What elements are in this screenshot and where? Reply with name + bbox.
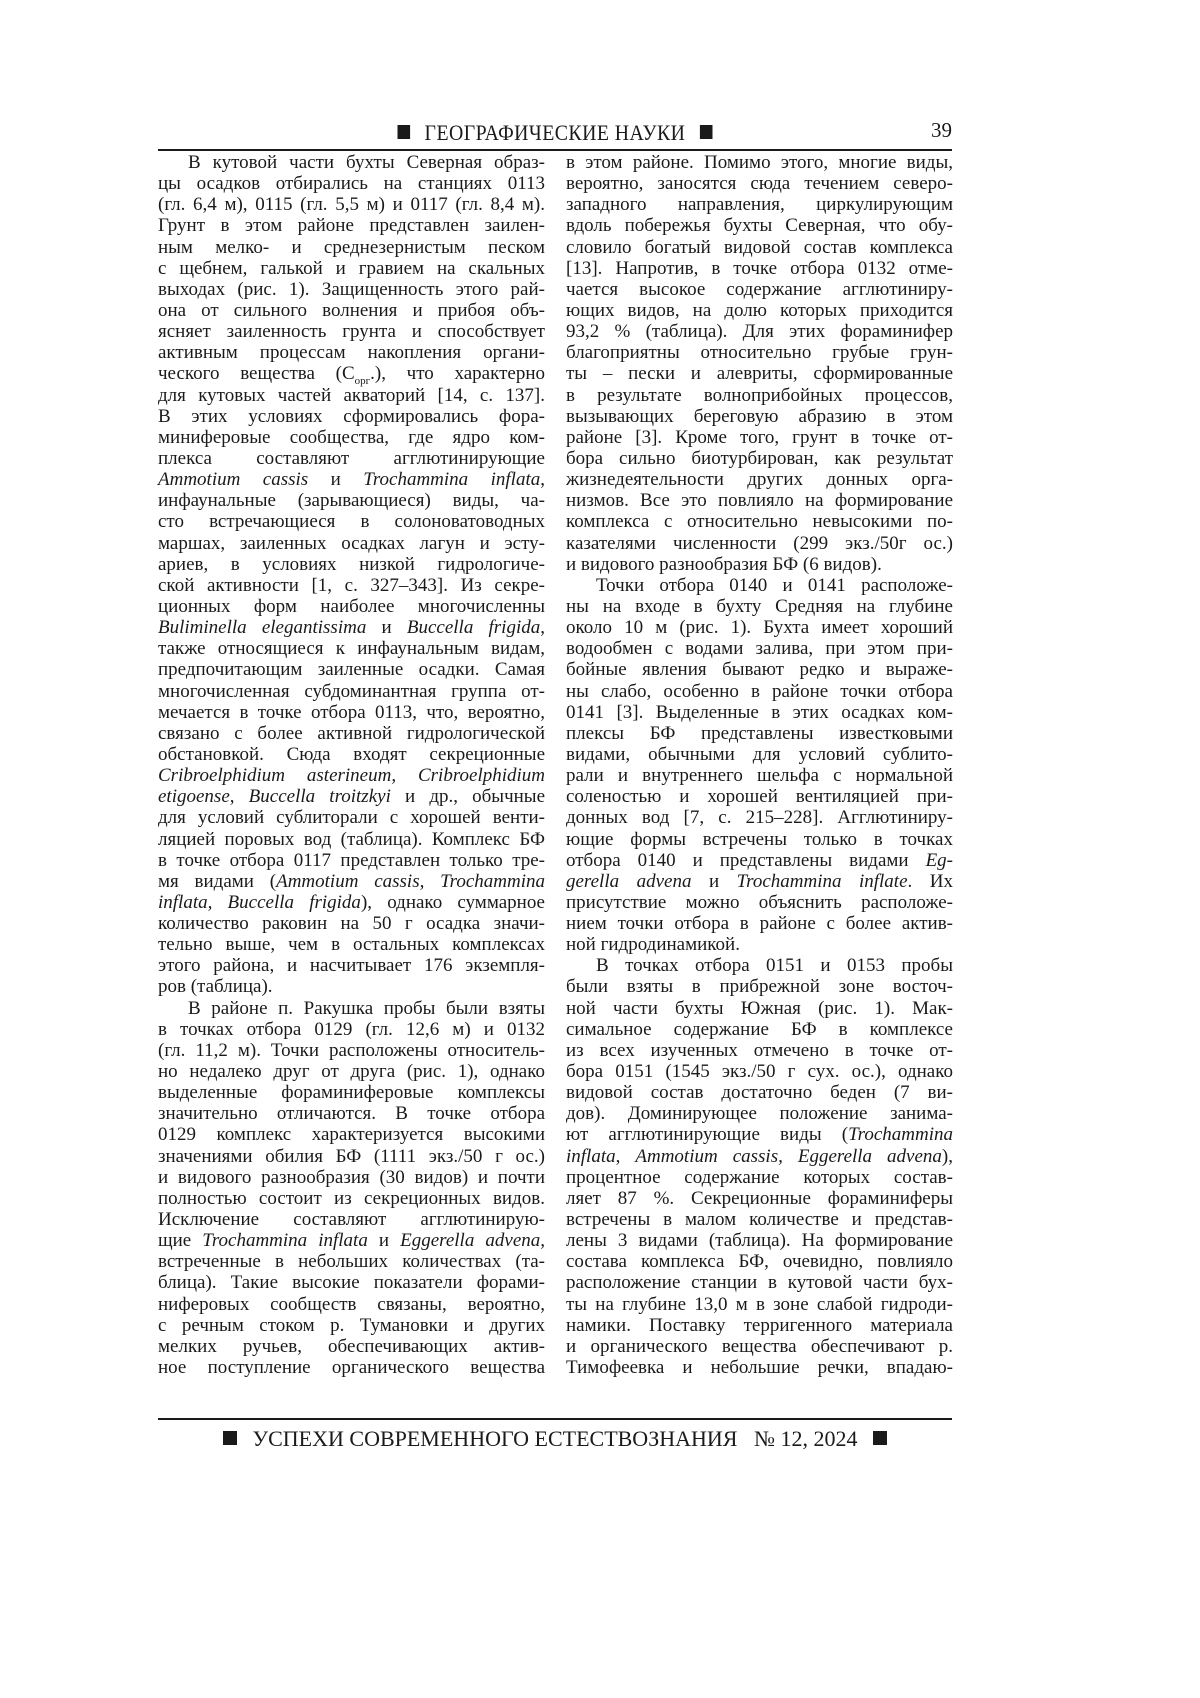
- text-line: [158, 1251, 545, 1272]
- text-line: [566, 575, 953, 596]
- running-footer: [158, 1426, 952, 1452]
- text-segment: симальное содержание БФ в комплексе: [566, 1019, 953, 1040]
- text-segment: . Их: [908, 871, 953, 892]
- text-segment: в этом районе. Помимо этого, многие виды,: [566, 152, 953, 173]
- text-line: [158, 258, 545, 279]
- text-line: [158, 511, 545, 532]
- text-line: [158, 490, 545, 511]
- text-segment: ционных форм наиболее многочисленны: [158, 596, 545, 617]
- text-segment: и др., обычные: [391, 786, 545, 807]
- text-line: [158, 194, 545, 215]
- text-line: [158, 342, 545, 363]
- text-segment: ,: [230, 786, 249, 807]
- text-line: [566, 807, 953, 828]
- text-line: [566, 1230, 953, 1251]
- text-line: [158, 1272, 545, 1293]
- text-line: [566, 511, 953, 532]
- text-line: [158, 1188, 545, 1209]
- text-segment: В этих условиях сформировались фора-: [158, 406, 545, 427]
- text-line: [158, 871, 545, 892]
- text-segment: в точке отбора 0117 представлен только тре-: [158, 850, 545, 871]
- text-line: [566, 1061, 953, 1082]
- text-segment: 93,2 % (таблица). Для этих фораминифер: [566, 321, 953, 342]
- text-line: [566, 1040, 953, 1061]
- species-name: Ammotium cassis, Eggerella advena: [635, 1146, 942, 1167]
- text-line: [566, 1103, 953, 1124]
- text-segment: ляцией поровых вод (таблица). Комплекс БФ: [158, 829, 545, 850]
- text-line: [158, 554, 545, 575]
- text-segment: значениями обилия БФ (1111 экз./50 г ос.): [158, 1146, 545, 1167]
- text-segment: расположение станции в кутовой части бух-: [566, 1272, 953, 1293]
- text-line: [566, 998, 953, 1019]
- text-segment: и органического вещества обеспечивают р.: [566, 1336, 953, 1357]
- text-line: [566, 1019, 953, 1040]
- text-segment: ческого вещества (C: [158, 363, 355, 384]
- text-line: [158, 215, 545, 236]
- text-segment: 0141 [3]. Выделенные в этих осадках ком-: [566, 702, 953, 723]
- text-line: [566, 829, 953, 850]
- text-segment: предпочитающим заиленные осадки. Самая: [158, 659, 545, 680]
- text-line: [566, 976, 953, 997]
- text-segment: блица). Такие высокие показатели форами-: [158, 1272, 545, 1293]
- text-line: [158, 173, 545, 194]
- text-line: [158, 1315, 545, 1336]
- text-line: [158, 1146, 545, 1167]
- species-name: Buccella troitzkyi: [249, 786, 391, 807]
- text-line: [566, 321, 953, 342]
- species-name: inflata, Buccella frigida: [158, 892, 361, 913]
- text-segment: тельно выше, чем в остальных комплексах: [158, 934, 545, 955]
- text-segment: (гл. 11,2 м). Точки расположены относитель-: [158, 1040, 545, 1061]
- text-segment: ты – пески и алевриты, сформированные: [566, 363, 953, 384]
- text-segment: мечается в точке отбора 0113, что, вероятно,: [158, 702, 545, 723]
- text-line: [158, 1124, 545, 1145]
- text-segment: вызывающих береговую абразию в этом: [566, 406, 953, 427]
- text-segment: ),: [942, 1146, 953, 1167]
- text-segment: и: [366, 617, 407, 638]
- species-name: gerella advena: [566, 871, 691, 892]
- species-name: Ammotium cassis, Trochammina: [276, 871, 545, 892]
- text-segment: западного направления, циркулирующим: [566, 194, 953, 215]
- text-line: [566, 723, 953, 744]
- text-line: [566, 744, 953, 765]
- text-segment: намики. Поставку терригенного материала: [566, 1315, 953, 1336]
- text-segment: ров (таблица).: [158, 976, 273, 997]
- text-line: [158, 744, 545, 765]
- left-column: [158, 152, 545, 1378]
- text-segment: ясняет заиленность грунта и способствует: [158, 321, 545, 342]
- right-column: [566, 152, 953, 1378]
- text-segment: вдоль побережья бухты Северная, что обу-: [566, 215, 953, 236]
- text-line: [158, 1336, 545, 1357]
- text-segment: районе [3]. Кроме того, грунт в точке от-: [566, 427, 953, 448]
- header-rule: [158, 149, 952, 151]
- text-segment: ниферовых сообществ связаны, вероятно,: [158, 1294, 545, 1315]
- text-segment: ют агглютинирующие виды (: [566, 1124, 848, 1145]
- species-name: Trochammina inflate: [737, 871, 908, 892]
- text-line: [566, 1336, 953, 1357]
- text-segment: количество раковин на 50 г осадка значи-: [158, 913, 545, 934]
- species-name: inflata: [566, 1146, 616, 1167]
- text-line: [566, 638, 953, 659]
- text-segment: видами, обычными для условий сублито-: [566, 744, 953, 765]
- text-line: [566, 681, 953, 702]
- text-line: [566, 892, 953, 913]
- text-line: [158, 300, 545, 321]
- text-segment: водообмен с водами залива, при этом при-: [566, 638, 953, 659]
- text-segment: В точках отбора 0151 и 0153 пробы: [596, 955, 953, 976]
- text-line: [566, 215, 953, 236]
- text-line: [158, 702, 545, 723]
- text-segment: дов). Доминирующее положение занима-: [566, 1103, 953, 1124]
- text-segment: ,: [616, 1146, 636, 1167]
- text-line: [158, 1061, 545, 1082]
- text-segment: многочисленная субдоминантная группа от-: [158, 681, 545, 702]
- text-line: [158, 1082, 545, 1103]
- text-segment: рали и внутреннего шельфа с нормальной: [566, 765, 953, 786]
- square-bullet-icon: [398, 125, 411, 139]
- text-line: [566, 1272, 953, 1293]
- text-segment: цы осадков отбирались на станциях 0113: [158, 173, 545, 194]
- text-segment: ное поступление органического вещества: [158, 1357, 545, 1378]
- text-line: [566, 1251, 953, 1272]
- text-segment: ющие формы встречены только в точках: [566, 829, 953, 850]
- text-line: [158, 765, 545, 786]
- text-line: [158, 913, 545, 934]
- text-line: [158, 533, 545, 554]
- text-segment: Грунт в этом районе представлен заилен-: [158, 215, 545, 236]
- species-name: Trochammina: [848, 1124, 953, 1145]
- text-line: [566, 279, 953, 300]
- species-name: Cribroelphidium asterineum, Cribroelphidium: [158, 765, 545, 786]
- text-line: [158, 1230, 545, 1251]
- text-line: [566, 1315, 953, 1336]
- text-line: [566, 1124, 953, 1145]
- text-line: [566, 300, 953, 321]
- text-line: [566, 1357, 953, 1378]
- text-line: [158, 1357, 545, 1378]
- text-segment: ариев, в условиях низкой гидрологиче-: [158, 554, 545, 575]
- text-segment: ,: [540, 617, 545, 638]
- text-segment: маршах, заиленных осадках лагун и эсту-: [158, 533, 545, 554]
- text-segment: в результате волноприбойных процессов,: [566, 385, 953, 406]
- text-line: [566, 1082, 953, 1103]
- text-segment: связано с более активной гидрологической: [158, 723, 545, 744]
- page-number: 39: [931, 118, 952, 143]
- text-segment: активным процессам накопления органи-: [158, 342, 545, 363]
- text-line: [158, 638, 545, 659]
- species-name: Trochammina inflata: [202, 1230, 368, 1251]
- text-line: [158, 659, 545, 680]
- text-segment: выходах (рис. 1). Защищенность этого рай-: [158, 279, 545, 300]
- text-segment: вероятно, заносятся сюда течением северо-: [566, 173, 953, 194]
- text-segment: нием точки отбора в районе с более актив-: [566, 913, 953, 934]
- text-line: [566, 659, 953, 680]
- text-segment: в точках отбора 0129 (гл. 12,6 м) и 0132: [158, 1019, 545, 1040]
- text-line: [158, 363, 545, 384]
- species-name: Eggerella advena,: [400, 1230, 545, 1251]
- text-segment: инфаунальные (зарывающиеся) виды, ча-: [158, 490, 545, 511]
- text-segment: В районе п. Ракушка пробы были взяты: [188, 998, 545, 1019]
- text-segment: были взяты в прибрежной зоне восточ-: [566, 976, 953, 997]
- text-line: [566, 871, 953, 892]
- text-line: [158, 976, 545, 997]
- species-name: Buccella frigida: [407, 617, 540, 638]
- text-line: [566, 934, 953, 955]
- text-segment: Исключение составляют агглютинирую-: [158, 1209, 545, 1230]
- text-line: [566, 173, 953, 194]
- text-segment: полностью состоит из секреционных видов.: [158, 1188, 545, 1209]
- text-segment: мя видами (: [158, 871, 276, 892]
- text-line: [566, 955, 953, 976]
- subscript: орг: [355, 375, 371, 387]
- text-segment: и видового разнообразия (30 видов) и почти: [158, 1167, 545, 1188]
- text-segment: из всех изученных отмечено в точке от-: [566, 1040, 953, 1061]
- text-segment: бора сильно биотурбирован, как результат: [566, 448, 953, 469]
- text-segment: плекса составляют агглютинирующие: [158, 448, 545, 469]
- text-segment: 0129 комплекс характеризуется высокими: [158, 1124, 545, 1145]
- species-name: Buliminella elegantissima: [158, 617, 366, 638]
- text-segment: бора 0151 (1545 экз./50 г сух. ос.), однако: [566, 1061, 953, 1082]
- text-line: [566, 237, 953, 258]
- text-segment: процентное содержание которых состав-: [566, 1167, 953, 1188]
- text-line: [158, 1209, 545, 1230]
- text-segment: благоприятны относительно грубые грун-: [566, 342, 953, 363]
- text-segment: словило богатый видовой состав комплекса: [566, 237, 953, 258]
- text-segment: казателями численности (299 экз./50г ос.): [566, 533, 953, 554]
- text-segment: встречены в малом количестве и представ-: [566, 1209, 953, 1230]
- text-segment: присутствие можно объяснить расположе-: [566, 892, 953, 913]
- text-line: [158, 892, 545, 913]
- text-line: [566, 342, 953, 363]
- text-line: [566, 469, 953, 490]
- text-line: [566, 427, 953, 448]
- text-segment: для кутовых частей акваторий [14, с. 137].: [158, 385, 545, 406]
- text-line: [566, 1146, 953, 1167]
- text-line: [158, 596, 545, 617]
- text-line: [158, 448, 545, 469]
- text-line: [158, 850, 545, 871]
- text-line: [566, 406, 953, 427]
- text-line: [566, 490, 953, 511]
- running-header: [158, 120, 952, 150]
- text-segment: ской активности [1, с. 327–343]. Из секре-: [158, 575, 545, 596]
- text-segment: отбора 0140 и представлены видами: [566, 850, 926, 871]
- text-segment: и: [691, 871, 736, 892]
- text-line: [158, 1019, 545, 1040]
- text-segment: обстановкой. Сюда входят секреционные: [158, 744, 545, 765]
- text-line: [158, 575, 545, 596]
- journal-title: УСПЕХИ СОВРЕМЕННОГО ЕСТЕСТВОЗНАНИЯ: [253, 1426, 738, 1451]
- text-segment: миниферовые сообщества, где ядро ком-: [158, 427, 545, 448]
- species-name: Ammotium cassis: [158, 469, 308, 490]
- text-segment: щие: [158, 1230, 202, 1251]
- text-segment: ной гидродинамикой.: [566, 934, 740, 955]
- text-line: [158, 807, 545, 828]
- square-bullet-icon: [700, 125, 713, 139]
- text-line: [566, 765, 953, 786]
- text-line: [566, 363, 953, 384]
- text-line: [158, 998, 545, 1019]
- species-name: Trochammina inflata: [363, 469, 540, 490]
- species-name: etigoense: [158, 786, 230, 807]
- text-line: [566, 258, 953, 279]
- text-line: [158, 469, 545, 490]
- text-segment: Тимофеевка и небольшие речки, впадаю-: [566, 1357, 953, 1378]
- text-line: [566, 1167, 953, 1188]
- text-segment: соленостью и хорошей вентиляцией при-: [566, 786, 953, 807]
- text-segment: для условий сублиторали с хорошей венти-: [158, 807, 545, 828]
- text-segment: донных вод [7, с. 215–228]. Агглютиниру-: [566, 807, 953, 828]
- text-line: [158, 279, 545, 300]
- text-segment: ,: [540, 469, 545, 490]
- text-segment: и видового разнообразия БФ (6 видов).: [566, 554, 882, 575]
- text-segment: плексы БФ представлены известковыми: [566, 723, 953, 744]
- text-segment: Точки отбора 0140 и 0141 расположе-: [596, 575, 953, 596]
- text-segment: также относящиеся к инфаунальным видам,: [158, 638, 545, 659]
- text-line: [566, 702, 953, 723]
- text-line: [158, 1167, 545, 1188]
- text-line: [158, 406, 545, 427]
- text-line: [158, 427, 545, 448]
- text-line: [566, 152, 953, 173]
- text-segment: этого района, и насчитывает 176 экземпля-: [158, 955, 545, 976]
- text-segment: и: [308, 469, 363, 490]
- text-segment: с речным стоком р. Тумановки и других: [158, 1315, 545, 1336]
- text-segment: ны на входе в бухту Средняя на глубине: [566, 596, 953, 617]
- text-segment: (гл. 6,4 м), 0115 (гл. 5,5 м) и 0117 (гл. 8,4 м).: [158, 194, 545, 215]
- text-segment: лены 3 видами (таблица). На формирование: [566, 1230, 953, 1251]
- text-segment: бойные явления бывают редко и выраже-: [566, 659, 953, 680]
- text-segment: .), что характерно: [370, 363, 545, 384]
- text-line: [158, 237, 545, 258]
- text-segment: низмов. Все это повлияло на формирование: [566, 490, 953, 511]
- text-segment: встреченные в небольших количествах (та-: [158, 1251, 545, 1272]
- text-line: [566, 850, 953, 871]
- text-segment: состава комплекса БФ, очевидно, повлияло: [566, 1251, 953, 1272]
- section-title: ГЕОГРАФИЧЕСКИЕ НАУКИ: [425, 120, 686, 145]
- text-segment: мелких ручьев, обеспечивающих актив-: [158, 1336, 545, 1357]
- text-segment: ляет 87 %. Секреционные фораминиферы: [566, 1188, 953, 1209]
- text-line: [566, 554, 953, 575]
- text-line: [158, 1294, 545, 1315]
- text-line: [566, 913, 953, 934]
- text-line: [158, 829, 545, 850]
- text-segment: выделенные фораминиферовые комплексы: [158, 1082, 545, 1103]
- text-segment: она от сильного волнения и прибоя объ-: [158, 300, 545, 321]
- issue-number: № 12, 2024: [754, 1426, 858, 1451]
- square-bullet-icon: [873, 1431, 887, 1445]
- text-line: [566, 1188, 953, 1209]
- text-segment: комплекса с относительно невысокими по-: [566, 511, 953, 532]
- text-line: [566, 596, 953, 617]
- text-line: [158, 152, 545, 173]
- square-bullet-icon: [223, 1431, 237, 1445]
- text-line: [158, 955, 545, 976]
- text-line: [158, 681, 545, 702]
- text-segment: с щебнем, галькой и гравием на скальных: [158, 258, 545, 279]
- text-segment: видовой состав достаточно беден (7 ви-: [566, 1082, 953, 1103]
- text-line: [158, 723, 545, 744]
- text-line: [158, 786, 545, 807]
- text-segment: ты на глубине 13,0 м в зоне слабой гидроди-: [566, 1294, 953, 1315]
- text-line: [158, 934, 545, 955]
- text-line: [566, 1209, 953, 1230]
- text-line: [158, 385, 545, 406]
- text-segment: но недалеко друг от друга (рис. 1), однако: [158, 1061, 545, 1082]
- text-segment: чается высокое содержание агглютиниру-: [566, 279, 953, 300]
- text-line: [566, 617, 953, 638]
- text-segment: ной части бухты Южная (рис. 1). Мак-: [566, 998, 953, 1019]
- text-line: [566, 385, 953, 406]
- text-line: [158, 321, 545, 342]
- text-segment: ным мелко- и среднезернистым песком: [158, 237, 545, 258]
- text-line: [158, 1040, 545, 1061]
- text-segment: около 10 м (рис. 1). Бухта имеет хороший: [566, 617, 953, 638]
- text-line: [566, 448, 953, 469]
- text-line: [566, 786, 953, 807]
- footer-rule: [158, 1418, 952, 1420]
- text-segment: жизнедеятельности других донных орга-: [566, 469, 953, 490]
- text-segment: ющих видов, на долю которых приходится: [566, 300, 953, 321]
- text-line: [158, 1103, 545, 1124]
- text-segment: ), однако суммарное: [361, 892, 545, 913]
- text-segment: [13]. Напротив, в точке отбора 0132 отме-: [566, 258, 953, 279]
- text-line: [566, 533, 953, 554]
- text-line: [158, 617, 545, 638]
- text-line: [566, 194, 953, 215]
- text-segment: и: [368, 1230, 400, 1251]
- text-line: [566, 1294, 953, 1315]
- species-name: Eg-: [926, 850, 953, 871]
- text-segment: сто встречающиеся в солоноватоводных: [158, 511, 545, 532]
- text-segment: ны слабо, особенно в районе точки отбора: [566, 681, 953, 702]
- text-segment: В кутовой части бухты Северная образ-: [188, 152, 545, 173]
- text-segment: значительно отличаются. В точке отбора: [158, 1103, 545, 1124]
